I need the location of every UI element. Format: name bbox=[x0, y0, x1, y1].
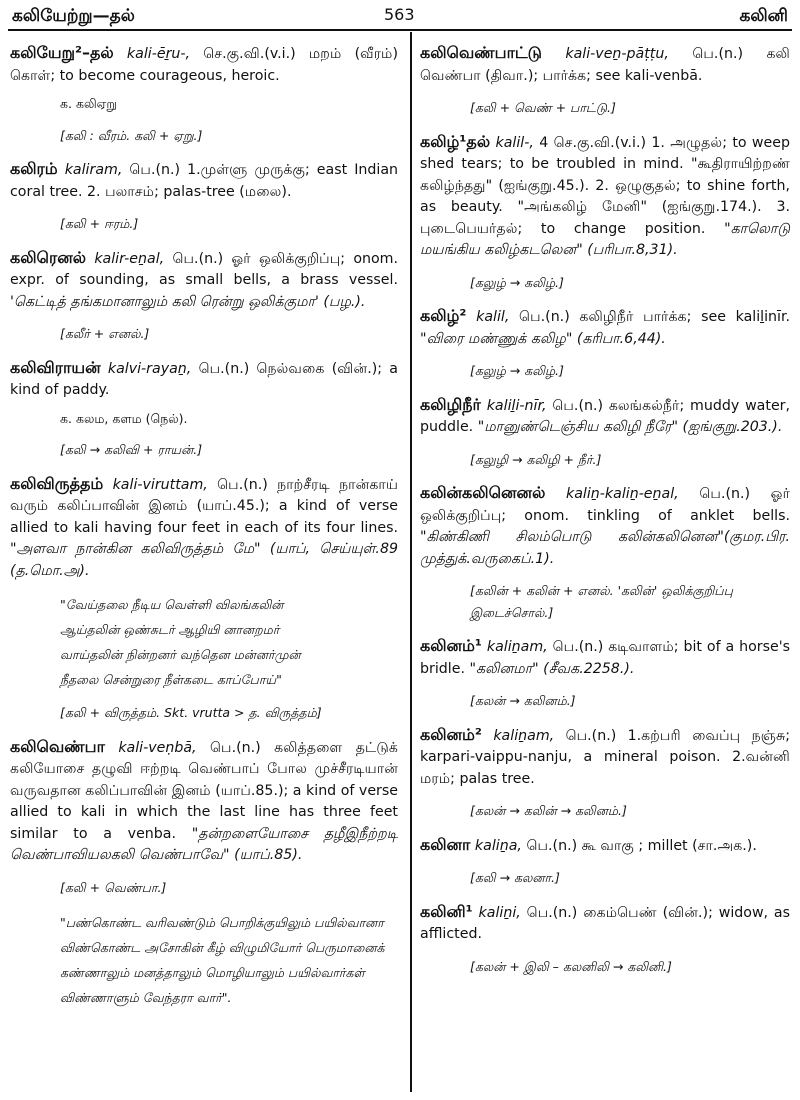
page-number: 563 bbox=[384, 5, 415, 24]
etymology: [கலி + வெண் + பாட்டு.] bbox=[470, 100, 616, 115]
definition: பெ.(n.) 1.முள்ளு முருக்கு; east Indian coral tree. 2. பலாசம்; palas-tree (மலை). bbox=[10, 162, 399, 200]
etymology: [கலி : வீரம். கலி + ஏறு.] bbox=[60, 127, 203, 143]
definition: பெ.(n.) கலி வெண்பா (திவா.); பார்க்க; see kali-venbā. bbox=[420, 46, 790, 84]
dictionary-entry bbox=[420, 901, 790, 946]
citation: 'கெட்டித் தங்கமானாலும் கலி ரென்று ஒலிக்குமா' (பழ.). bbox=[10, 293, 366, 310]
definition: பெ.(n.) 1.கற்பரி வைப்பு நஞ்சு; karpari-vaippu-nanju, a mineral poison. 2.வன்னி மரம்; palas tree. bbox=[420, 727, 790, 787]
transliteration: kalir-eṉal, bbox=[94, 250, 165, 267]
definition: பெ.(n.) கலங்கல்நீர்; muddy water, puddle. bbox=[420, 397, 791, 435]
etymology: [கலன் → கலின் → கலினம்.] bbox=[470, 803, 627, 818]
verse-quotation bbox=[60, 592, 398, 692]
transliteration: kaliṉam, bbox=[493, 727, 555, 744]
citation: "காலொடு மயங்கிய கலிழ்கடலென" (பரிபா.8,31). bbox=[420, 220, 790, 258]
dictionary-entry bbox=[10, 357, 398, 402]
citation: "தன்றளையோசை தழீஇநீற்றடி வெண்பாவியலகலி வெண்பாவே" (யாப்.85). bbox=[10, 825, 399, 863]
headword: கலிவெண்பாட்டு bbox=[420, 43, 542, 62]
dictionary-entry bbox=[10, 473, 398, 583]
definition: பெ.(n.) ஓர் ஒலிக்குறிப்பு; onom. expr. of sounding, as small bells, a brass vessel. bbox=[10, 250, 398, 288]
definition: பெ.(n.) நாற்சீரடி நான்காய் வரும் கலிப்பாவின் இனம் (யாப்.45.); a kind of verse allied to kali having four feet in each of its four lines. bbox=[10, 476, 399, 536]
definition: பெ.(n.) நெல்வகை (வின்.); a kind of paddy. bbox=[10, 360, 398, 398]
transliteration: kaliṉam, bbox=[486, 639, 548, 655]
dictionary-entry bbox=[10, 736, 398, 867]
dictionary-entry bbox=[420, 635, 790, 680]
verse-line: கண்ணாலும் மனத்தாலும் மொழியாலும் பயில்வார்கள் bbox=[60, 965, 365, 980]
cognate: க. கலம, களம (நெல்). bbox=[60, 410, 188, 426]
dictionary-entry bbox=[420, 131, 790, 262]
etymology: [கலீர் + எனல்.] bbox=[60, 326, 150, 341]
etymology: [கலன் + இலி – கலனிலி → கலினி.] bbox=[470, 958, 672, 974]
headword: கலிரம் bbox=[10, 159, 58, 178]
etymology: [கலி → கலனா.] bbox=[470, 870, 560, 885]
citation: "அளவா நான்கின கலிவிருத்தம் மே" (யாப், செய்யுள்.89 (த.மொ.அ). bbox=[10, 541, 398, 579]
transliteration: kaliram, bbox=[64, 162, 123, 178]
headword: கலினம்¹ bbox=[420, 636, 482, 655]
etymology: [கலி → கலிவி + ராயன்.] bbox=[60, 442, 203, 457]
verse-quotation bbox=[60, 910, 398, 1010]
header-right-guideword: கலினி bbox=[739, 6, 788, 26]
etymology: [கலின் + கலின் + எனல். 'கலின்' ஒலிக்குறிப்பு இடைச்சொல்.] bbox=[470, 583, 733, 620]
verse-line: வாய்தலின் நின்றனர் வந்தென மன்னர்முன் bbox=[60, 647, 301, 662]
citation: "மானுண்டெஞ்சிய கலிழி நீரே" (ஐங்குறு.203.). bbox=[477, 419, 783, 435]
dictionary-entry bbox=[10, 247, 398, 314]
etymology: [கலி + ஈரம்.] bbox=[60, 216, 139, 231]
headword: கலிவெண்பா bbox=[10, 736, 105, 756]
transliteration: kaliṉa, bbox=[474, 837, 522, 854]
transliteration: kali-veṉ-pāṭṭu, bbox=[565, 46, 669, 62]
transliteration: kalvi-rayaṉ, bbox=[107, 360, 192, 377]
transliteration: kali-ēṟu-, bbox=[126, 46, 191, 62]
headword: கலிரெனல் bbox=[10, 247, 87, 267]
verse-line: நீதலை சென்றுரை நீள்கடை காப்போய்" bbox=[60, 672, 282, 687]
verse-line: "வேய்தலை நீடிய வெள்ளி விலங்கலின் bbox=[60, 597, 284, 612]
headword: கலிவிராயன் bbox=[10, 357, 101, 377]
verse-line: "பண்கொண்ட வரிவண்டும் பொறிக்குயிலும் பயில்வானா bbox=[60, 915, 384, 930]
column-divider bbox=[410, 32, 412, 1092]
definition: பெ.(n.) கலிழிநீர் பார்க்க; see kaliḻinīr. bbox=[519, 309, 790, 325]
dictionary-entry bbox=[420, 834, 790, 858]
definition: பெ.(n.) ஓர் ஒலிக்குறிப்பு; onom. tinkling of anklet bells. bbox=[420, 486, 790, 524]
definition: பெ.(n.) கைம்பெண் (வின்.); widow, as afflicted. bbox=[420, 904, 791, 942]
etymology: [கலி + விருத்தம். Skt. vrutta > த. விருத்தம்] bbox=[60, 705, 322, 720]
etymology: [கலுழ் → கலிழ்.] bbox=[470, 363, 564, 378]
headword: கலிழ்² bbox=[420, 306, 467, 325]
transliteration: kaliḻi-nīr, bbox=[486, 397, 547, 414]
dictionary-entry bbox=[420, 394, 790, 439]
etymology: [கலி + வெண்பா.] bbox=[60, 879, 167, 895]
definition: 4 செ.கு.வி.(v.i.) 1. அழுதல்; to weep shed tears; to be troubled in mind. "கூதிராயிற்றண் கலிழ்ந்தது" (ஐங்குறு.45.). 2. ஒழுகுதல்; to shine forth, as beauty. "அங்கலிழ் மேனி" (ஐங்குறு.174.). 3. புடைபெயர்தல்; to change position. bbox=[420, 134, 790, 237]
citation: "கலினமா" (சீவக.2258.). bbox=[469, 660, 635, 677]
transliteration: kalil, bbox=[476, 309, 510, 325]
dictionary-entry bbox=[10, 42, 398, 87]
dictionary-entry bbox=[420, 42, 790, 87]
transliteration: kaliṉ-kaliṉ-eṉal, bbox=[566, 486, 679, 502]
headword: கலிழ்¹தல் bbox=[420, 131, 491, 151]
etymology: [கலுழி → கலிழி + நீர்.] bbox=[470, 451, 602, 467]
verse-line: விண்ணாளும் வேந்தரா வார்". bbox=[60, 990, 232, 1005]
header-rule bbox=[8, 29, 792, 31]
right-column bbox=[420, 42, 790, 989]
dictionary-entry bbox=[420, 724, 790, 791]
transliteration: kali-viruttam, bbox=[112, 476, 208, 493]
verse-line: ஆய்தலின் ஒண்சுடர் ஆழியி னானறமர் bbox=[60, 622, 280, 637]
definition: செ.கு.வி.(v.i.) மறம் (வீரம்) கொள்; to become courageous, heroic. bbox=[10, 46, 398, 84]
transliteration: kali-veṇbā, bbox=[118, 739, 197, 756]
etymology: [கலுழ் → கலிழ்.] bbox=[470, 274, 564, 290]
header-left-guideword: கலியேற்று—தல் bbox=[12, 6, 135, 26]
headword: கலினம்² bbox=[420, 724, 482, 744]
headword: கலினி¹ bbox=[420, 901, 473, 921]
definition: பெ.(n.) கூ வாகு ; millet (சா.அக.). bbox=[526, 837, 757, 854]
dictionary-entry bbox=[420, 482, 790, 570]
headword: கலின்கலினெனல் bbox=[420, 483, 546, 502]
headword: கலிவிருத்தம் bbox=[10, 473, 104, 493]
transliteration: kaliṉi, bbox=[478, 904, 521, 921]
running-header bbox=[0, 0, 800, 30]
cognate: க. கலிஏறு bbox=[60, 96, 117, 111]
dictionary-entry bbox=[420, 305, 790, 350]
etymology: [கலன் → கலினம்.] bbox=[470, 693, 576, 708]
headword: கலிழிநீர் bbox=[420, 394, 481, 414]
definition: பெ.(n.) கலித்தளை தட்டுக் கலியோசை தழுவி ஈற்றடி வெண்பாப் போல முச்சீரடியான் வருவதான கலிப்பாவின் இனம் (யாப்.85.); a kind of verse allied to kali in which the last line has three feet similar to a venba. bbox=[10, 739, 398, 842]
headword: கலினா bbox=[420, 834, 471, 854]
definition: பெ.(n.) கடிவாளம்; bit of a horse's bridle. bbox=[420, 639, 790, 677]
verse-line: விண்கொண்ட அசோகின் கீழ் விழுமியோர் பெருமானைக் bbox=[60, 940, 385, 955]
left-column bbox=[10, 42, 398, 1016]
citation: "விரை மண்ணுக் கலிழ" (கரிபா.6,44). bbox=[420, 330, 666, 347]
transliteration: kalil-, bbox=[495, 134, 534, 151]
headword: கலியேறு²–தல் bbox=[10, 43, 114, 62]
citation: "கிண்கிணி சிலம்பொடு கலின்கலினென"(குமர.பிர. முத்துக்.வருகைப்.1). bbox=[420, 529, 790, 567]
dictionary-entry bbox=[10, 158, 398, 203]
